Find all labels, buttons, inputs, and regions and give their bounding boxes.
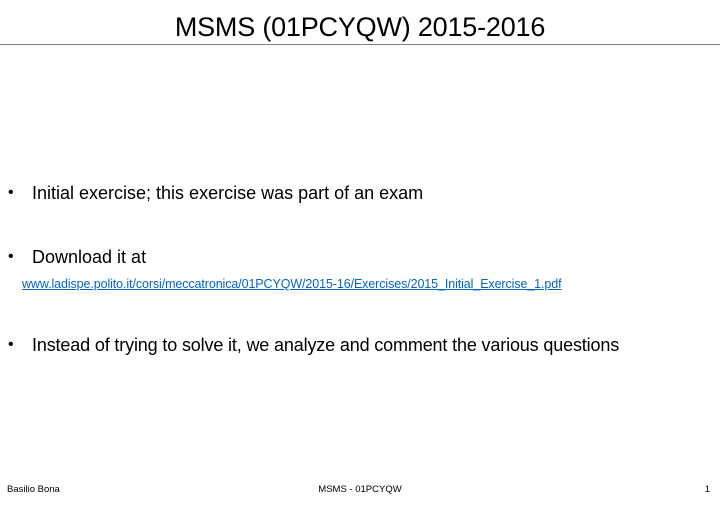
title-divider (0, 44, 720, 45)
bullet-icon: • (8, 248, 14, 265)
bullet-item-initial-exercise (8, 181, 716, 205)
bullet-icon: • (8, 336, 14, 353)
bullet-text: Download it at (32, 247, 147, 267)
bullet-item-analyze (8, 333, 716, 357)
bullet-item-download (8, 245, 716, 269)
bullet-text: Instead of trying to solve it, we analyze and comment the various questions (32, 335, 620, 355)
slide-title: MSMS (01PCYQW) 2015-2016 (174, 12, 546, 42)
footer-author: Basilio Bona (7, 484, 60, 495)
bullet-text: Initial exercise; this exercise was part of an exam (32, 183, 424, 203)
footer-course: MSMS - 01PCYQW (318, 484, 402, 495)
exercise-pdf-link[interactable]: www.ladispe.polito.it/corsi/meccatronica/01PCYQW/2015-16/Exercises/2015_Initial_Exercise_1.pdf (22, 277, 562, 291)
footer-page-number: 1 (704, 484, 710, 495)
bullet-icon: • (8, 184, 14, 201)
